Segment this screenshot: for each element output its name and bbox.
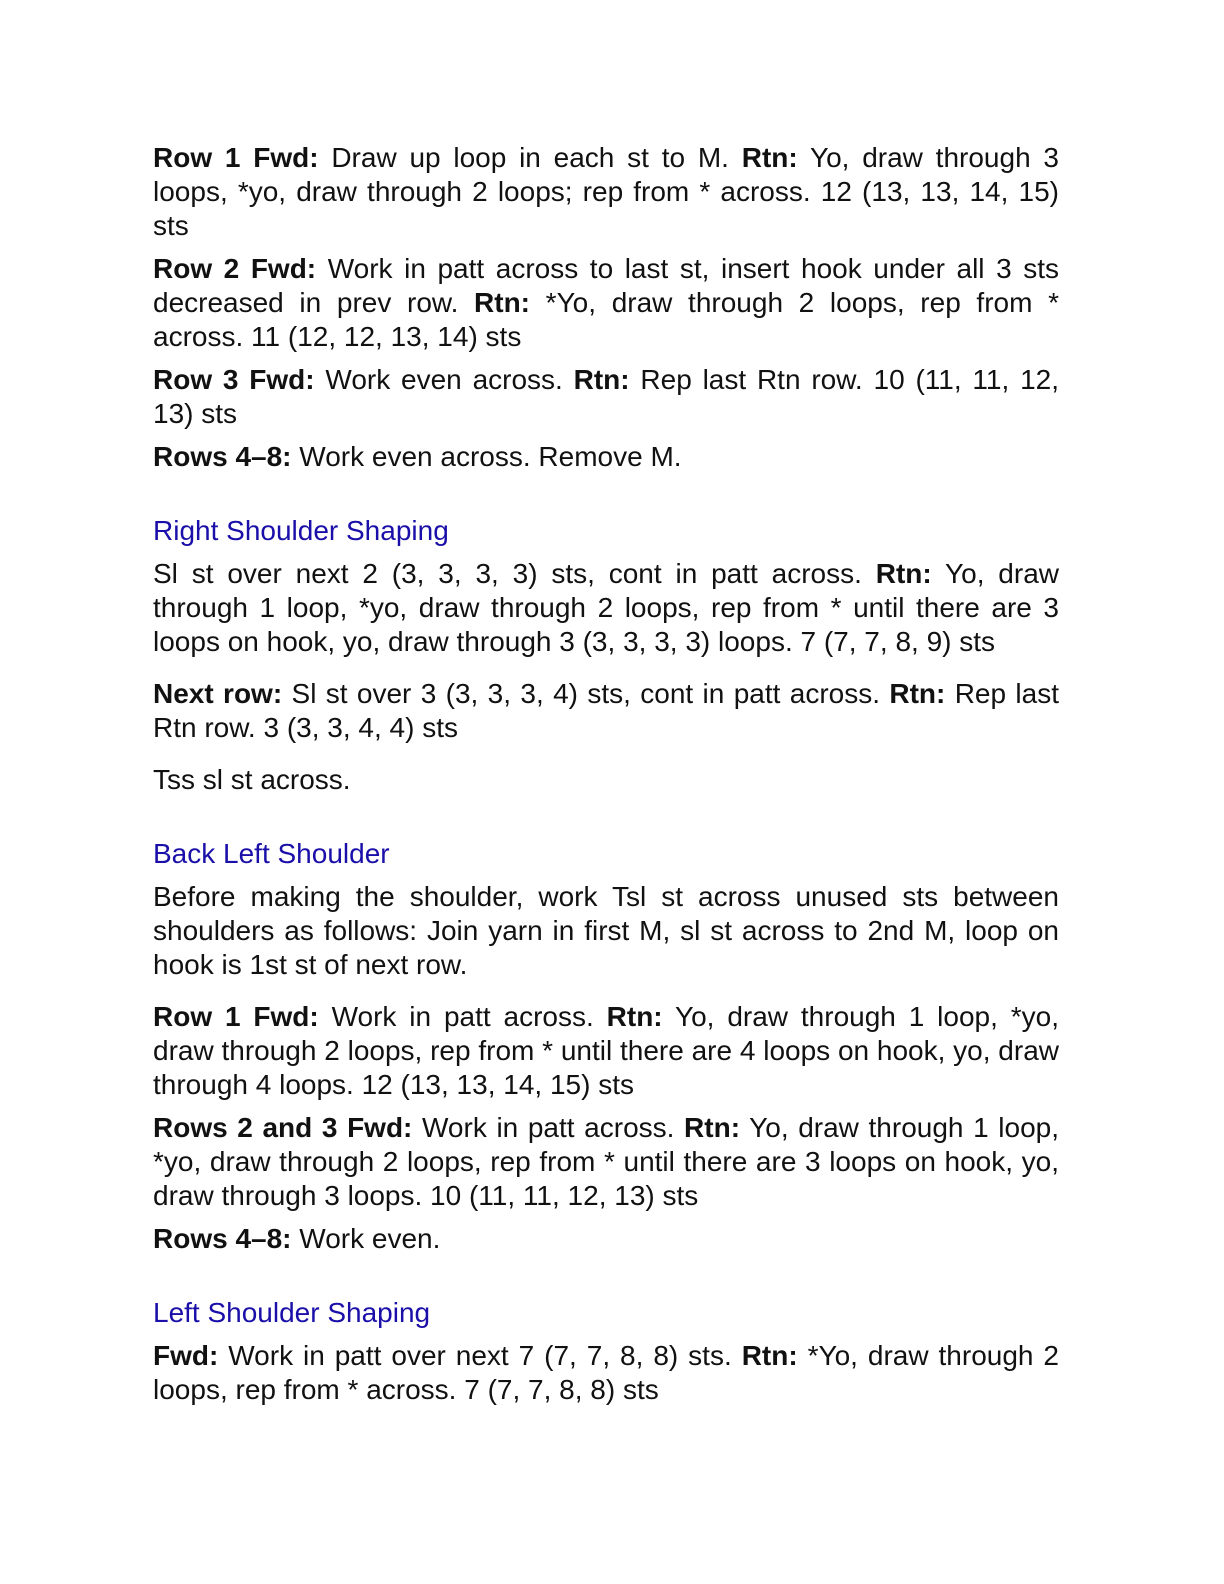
row-3-instruction <box>153 363 1059 431</box>
instruction-text: Yo, draw through 1 loop, *yo, draw through 2 loops, rep from * until there are 4 loops on hook, yo, draw through 4 loops. 12 (13, 13, 14, 15) sts <box>153 1001 1059 1100</box>
instruction-text: *Yo, draw through 2 loops, rep from * across. 11 (12, 12, 13, 14) sts <box>153 287 1059 352</box>
instruction-text: Rep last Rtn row. 3 (3, 3, 4, 4) sts <box>153 678 1059 743</box>
document-page <box>153 141 1059 1407</box>
left-shoulder-heading: Left Shoulder Shaping <box>153 1297 431 1328</box>
instruction-text: Work in patt over next 7 (7, 7, 8, 8) sts. <box>218 1340 742 1371</box>
row-2-instruction <box>153 252 1059 354</box>
row-label: Next row: <box>153 678 283 709</box>
right-shoulder-heading: Right Shoulder Shaping <box>153 515 449 546</box>
right-shoulder-instruction-3: Tss sl st across. <box>153 764 351 795</box>
row-label: Rows 4–8: <box>153 441 292 472</box>
return-label: Rtn: <box>889 678 946 709</box>
right-shoulder-instruction-2 <box>153 677 1059 745</box>
return-label: Rtn: <box>684 1112 741 1143</box>
row-label: Rows 2 and 3 Fwd: <box>153 1112 413 1143</box>
instruction-text: Sl st over 3 (3, 3, 3, 4) sts, cont in patt across. <box>282 678 890 709</box>
instruction-text: Yo, draw through 1 loop, *yo, draw through 2 loops, rep from * until there are 3 loops on hook, yo, draw through 3 loops. 10 (11, 11, 12, 13) sts <box>153 1112 1060 1211</box>
instruction-text: Work even across. Remove M. <box>291 441 682 472</box>
return-label: Rtn: <box>875 558 932 589</box>
row-label: Row 3 Fwd: <box>153 364 315 395</box>
back-left-shoulder-heading: Back Left Shoulder <box>153 838 390 869</box>
instruction-text: Work even. <box>291 1223 441 1254</box>
instruction-text: Yo, draw through 1 loop, *yo, draw through 2 loops, rep from * until there are 3 loops on hook, yo, draw through 3 (3, 3, 3, 3) loops. 7 (7, 7, 8, 9) sts <box>153 558 1059 657</box>
return-label: Rtn: <box>573 364 630 395</box>
back-left-rows-2-3-instruction <box>153 1111 1059 1213</box>
row-label: Row 1 Fwd: <box>153 142 319 173</box>
instruction-text: Work in patt across. <box>412 1112 685 1143</box>
instruction-text: Work in patt across. <box>318 1001 607 1032</box>
return-label: Rtn: <box>474 287 531 318</box>
instruction-text: Yo, draw through 3 loops, *yo, draw through 2 loops; rep from * across. 12 (13, 13, 14, 15) sts <box>153 142 1059 241</box>
row-label: Fwd: <box>153 1340 219 1371</box>
instruction-text: Sl st over next 2 (3, 3, 3, 3) sts, cont in patt across. <box>153 558 876 589</box>
instruction-text: Work even across. <box>314 364 574 395</box>
return-label: Rtn: <box>741 142 798 173</box>
instruction-text: Rep last Rtn row. 10 (11, 11, 12, 13) sts <box>153 364 1060 429</box>
row-label: Rows 4–8: <box>153 1223 292 1254</box>
row-1-instruction <box>153 141 1059 243</box>
instruction-text: Draw up loop in each st to M. <box>318 142 742 173</box>
rows-4-8-instruction <box>153 440 1059 474</box>
back-left-row-1-instruction <box>153 1000 1059 1102</box>
right-shoulder-instruction-1 <box>153 557 1059 659</box>
return-label: Rtn: <box>606 1001 663 1032</box>
back-left-shoulder-intro: Before making the shoulder, work Tsl st across unused sts between shoulders as follows: Join yarn in first M, sl st across to 2nd M, loop on hook is 1st st of next row. <box>153 881 1059 980</box>
left-shoulder-instruction-1 <box>153 1339 1059 1407</box>
instruction-text: Work in patt across to last st, insert hook under all 3 sts decreased in prev row. <box>153 253 1060 318</box>
return-label: Rtn: <box>741 1340 798 1371</box>
instruction-text: *Yo, draw through 2 loops, rep from * across. 7 (7, 7, 8, 8) sts <box>153 1340 1060 1405</box>
back-left-rows-4-8-instruction <box>153 1222 1059 1256</box>
row-label: Row 2 Fwd: <box>153 253 317 284</box>
row-label: Row 1 Fwd: <box>153 1001 319 1032</box>
